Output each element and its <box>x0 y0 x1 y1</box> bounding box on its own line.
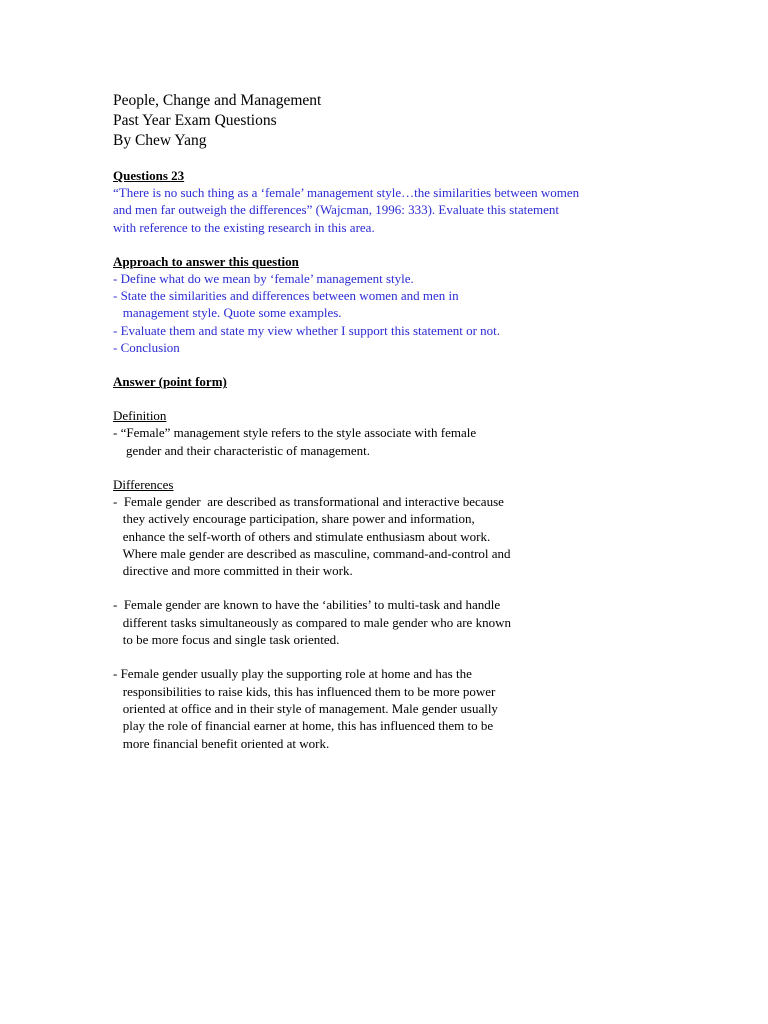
document-title-block <box>113 91 673 151</box>
differences-line: - Female gender usually play the supporting role at home and has the <box>113 666 472 682</box>
question-line: and men far outweigh the differences” (Wajcman, 1996: 333). Evaluate this statement <box>113 202 559 218</box>
differences-line: - Female gender are described as transformational and interactive because <box>113 493 504 509</box>
differences-line: enhance the self-worth of others and stimulate enthusiasm about work. <box>113 528 491 544</box>
answer-heading: Answer (point form) <box>113 374 227 390</box>
approach-list <box>113 270 673 356</box>
differences-line: - Female gender are known to have the ‘abilities’ to multi-task and handle <box>113 597 501 613</box>
approach-heading: Approach to answer this question <box>113 253 299 269</box>
document-author: By Chew Yang <box>113 132 207 149</box>
differences-line: they actively encourage participation, share power and information, <box>113 511 475 527</box>
differences-line: oriented at office and in their style of management. Male gender usually <box>113 700 498 716</box>
definition-text <box>113 424 673 459</box>
document-subtitle: Past Year Exam Questions <box>113 112 277 129</box>
differences-line: to be more focus and single task oriented. <box>113 632 340 648</box>
differences-line: more financial benefit oriented at work. <box>113 735 330 751</box>
question-line: with reference to the existing research in this area. <box>113 219 375 235</box>
differences-paragraph <box>113 596 673 648</box>
document-page <box>113 91 673 752</box>
differences-paragraph <box>113 493 673 579</box>
definition-line: gender and their characteristic of management. <box>113 442 370 458</box>
approach-item: - State the similarities and differences between women and men in <box>113 288 459 304</box>
approach-item: - Define what do we mean by ‘female’ management style. <box>113 270 414 286</box>
differences-paragraph <box>113 665 673 751</box>
differences-line: responsibilities to raise kids, this has influenced them to be more power <box>113 683 496 699</box>
approach-item: - Evaluate them and state my view whether I support this statement or not. <box>113 322 501 338</box>
approach-item: - Conclusion <box>113 340 180 356</box>
differences-heading: Differences <box>113 476 174 492</box>
question-text <box>113 184 673 236</box>
differences-line: Where male gender are described as masculine, command-and-control and <box>113 545 511 561</box>
question-line: “There is no such thing as a ‘female’ management style…the similarities between women <box>113 185 580 200</box>
approach-item: management style. Quote some examples. <box>113 305 342 321</box>
question-heading: Questions 23 <box>113 168 185 183</box>
document-title: People, Change and Management <box>113 92 322 109</box>
differences-line: play the role of financial earner at home, this has influenced them to be <box>113 718 494 734</box>
definition-line: - “Female” management style refers to the style associate with female <box>113 425 477 441</box>
definition-heading: Definition <box>113 408 167 424</box>
differences-line: directive and more committed in their work. <box>113 563 353 579</box>
differences-line: different tasks simultaneously as compared to male gender who are known <box>113 614 511 630</box>
